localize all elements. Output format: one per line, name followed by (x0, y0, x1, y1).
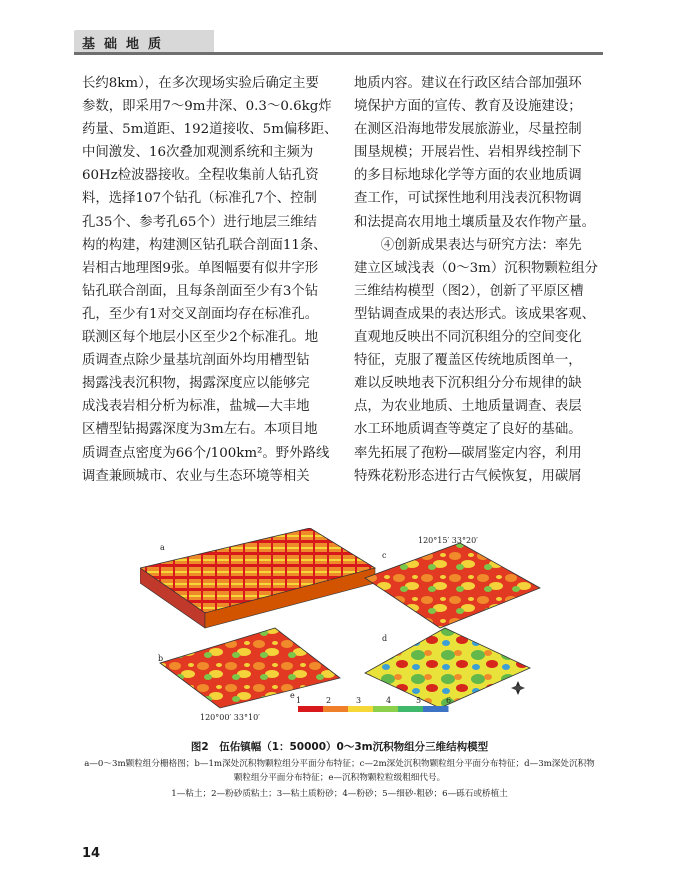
legend-tick-label: 1 (296, 696, 302, 705)
panel-label-e: e (290, 691, 295, 700)
legend-swatch (423, 706, 449, 712)
text-line: 联测区每个地层小区至少2个标准孔。地 (82, 330, 319, 346)
coord-bottom: 120°00′ 33°10′ (200, 713, 260, 722)
text-line: 地质内容。建议在行政区结合部加强环 (354, 76, 582, 91)
left-text-column (82, 72, 338, 488)
panel-label-a: a (160, 543, 165, 552)
text-line: 建立区域浅表（0～3m）沉积物颗粒组分 (354, 260, 598, 276)
figure-caption-line3: 1—粘土；2—粉砂质粘土；3—粘土质粉砂；4—粉砂；5—细砂-粗砂；6—砾石或桥植土 (171, 789, 508, 799)
section-title: 基础地质 (82, 37, 171, 52)
text-line: 和法提高农用地土壤质量及农作物产量。 (354, 214, 596, 230)
legend-tick-label: 2 (326, 696, 332, 705)
text-line: 特征，克服了覆盖区传统地质图单一， (354, 353, 582, 369)
figure-caption-line2: 颗粒组分平面分布特征；e—沉积物颗粒粒级粗细代号。 (233, 773, 446, 783)
text-line: 中间激发、16次叠加观测系统和主频为 (82, 145, 314, 161)
legend-swatch (348, 706, 374, 712)
figure-caption-line1: a—0～3m颗粒组分栅格图；b—1m深处沉积物颗粒组分平面分布特征；c—2m深处沉积物颗粒组分平面分布特征；d—3m深处沉积物 (84, 759, 595, 769)
text-line: 孔35个、参考孔65个）进行地层三维结 (82, 214, 317, 230)
panel-label-d: d (382, 634, 388, 643)
north-arrow-icon (511, 681, 525, 695)
panel-label-b: b (158, 654, 164, 663)
panel-a-grid-model (140, 528, 375, 628)
panel-label-c: c (382, 551, 387, 560)
legend-swatch (323, 706, 349, 712)
figure-caption-title: 图2 伍佑镇幅（1：50000）0～3m沉积物组分三维结构模型 (190, 741, 489, 753)
text-line: 成浅表岩相分析为标准，盐城—大丰地 (82, 399, 310, 415)
text-line: 特殊花粉形态进行古气候恢复，用碳屑 (354, 468, 582, 484)
text-line: 围垦规模；开展岩性、岩相界线控制下 (354, 145, 582, 161)
figure-graphic (140, 528, 560, 728)
text-line: 质调查点除少量基坑剖面外均用槽型钻 (82, 353, 310, 369)
text-line: 直观地反映出不同沉积组分的空间变化 (354, 330, 582, 346)
text-line: 境保护方面的宣传、教育及设施建设； (354, 99, 582, 115)
legend-tick-label: 6 (446, 696, 452, 705)
text-line: 区槽型钻揭露深度为3m左右。本项目地 (82, 422, 318, 438)
text-line: 率先拓展了孢粉—碳屑鉴定内容，利用 (354, 445, 582, 461)
text-line: 60Hz检波器接收。全程收集前人钻孔资 (82, 168, 319, 184)
text-line: 岩相古地理图9张。单图幅要有似井字形 (82, 260, 319, 276)
text-line: 点，为农业地质、土地质量调查、表层 (354, 399, 582, 415)
text-line: 料，选择107个钻孔（标准孔7个、控制 (82, 191, 317, 207)
legend-tick-label: 5 (416, 696, 422, 705)
text-line: 的多目标地球化学等方面的农业地质调 (354, 168, 582, 184)
text-line: 调查兼顾城市、农业与生态环境等相关 (82, 468, 310, 484)
text-line: 揭露浅表沉积物，揭露深度应以能够完 (82, 376, 310, 392)
legend-swatch (373, 706, 399, 712)
legend-swatch (398, 706, 424, 712)
text-line: 在测区沿海地带发展旅游业，尽量控制 (354, 122, 582, 138)
text-line: 查工作，可试探性地利用浅表沉积物调 (354, 191, 582, 207)
text-line: 质调查点密度为66个/100km²。野外路线 (82, 445, 330, 461)
text-line: 型钻调查成果的表达形式。该成果客观、 (354, 306, 596, 322)
header-rule (74, 52, 603, 55)
text-line: 难以反映地表下沉积组分分布规律的缺 (354, 376, 582, 392)
legend-swatch (298, 706, 324, 712)
text-line: 药量、5m道距、192道接收、5m偏移距、 (82, 122, 338, 138)
text-line: 长约8km），在多次现场实验后确定主要 (82, 76, 319, 91)
text-line: 参数，即采用7～9m井深、0.3～0.6kg炸 (82, 99, 332, 115)
text-line: 钻孔联合剖面，且每条剖面至少有3个钻 (82, 283, 319, 299)
legend-tick-label: 4 (386, 696, 392, 705)
legend-tick-label: 3 (356, 696, 362, 705)
text-line: 孔，至少有1对交叉剖面均存在标准孔。 (82, 306, 319, 322)
text-line: 水工环地质调查等奠定了良好的基础。 (354, 422, 582, 438)
coord-top: 120°15′ 33°20′ (418, 536, 478, 545)
panel-c-2m-map (365, 536, 540, 628)
text-line: 构的构建，构建测区钻孔联合剖面11条、 (82, 237, 327, 253)
text-line: 三维结构模型（图2），创新了平原区槽 (354, 283, 584, 299)
text-line: ④创新成果表达与研究方法：率先 (354, 237, 582, 253)
running-header (0, 30, 679, 54)
right-text-column (354, 72, 606, 488)
page-number: 14 (82, 846, 101, 861)
figure-3d-model (140, 528, 560, 728)
